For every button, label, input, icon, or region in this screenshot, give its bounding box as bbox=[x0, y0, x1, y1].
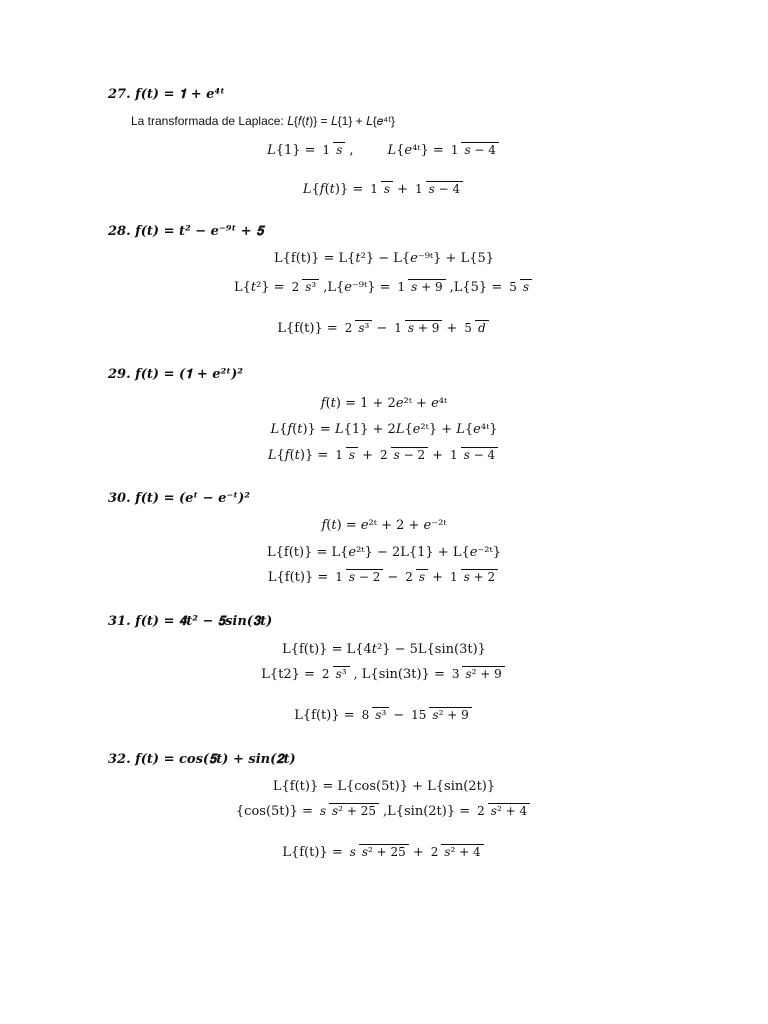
fraction-numerator: 1 bbox=[335, 570, 343, 584]
fraction-numerator: 1 bbox=[450, 448, 458, 462]
equation-text: , bbox=[349, 143, 354, 158]
equation-line bbox=[0, 251, 768, 266]
fraction-numerator: 1 bbox=[450, 570, 458, 584]
fraction bbox=[342, 321, 373, 336]
fraction bbox=[447, 448, 498, 463]
equation-text: L{𝑡²} = bbox=[233, 280, 285, 295]
fraction-numerator: 𝑠 bbox=[319, 804, 327, 818]
fraction bbox=[320, 143, 346, 158]
problem-27-intro: La transformada de Laplace: 𝐿{𝑓(𝑡)} = 𝐿{1} + 𝐿{𝑒⁴ᵗ} bbox=[131, 114, 395, 128]
fraction-numerator: 2 bbox=[477, 804, 485, 818]
fraction bbox=[317, 804, 379, 819]
equation-line bbox=[0, 708, 768, 723]
fraction-numerator: 2 bbox=[430, 845, 439, 859]
equation-text: L{f(t)} = L{cos(5t)} + L{sin(2t)} bbox=[272, 779, 496, 794]
equation-text: 𝐿{𝑓(𝑡)} = bbox=[302, 182, 364, 197]
equation-text: L{f(t)} = L{𝑒²ᵗ} − 2L{1} + L{𝑒⁻²ᵗ} bbox=[267, 545, 501, 560]
equation-line bbox=[0, 642, 768, 657]
equation-text: L{t2} = bbox=[261, 667, 315, 682]
fraction-numerator: 2 bbox=[379, 448, 388, 462]
fraction-denominator: 𝑠 − 4 bbox=[461, 447, 498, 462]
fraction-numerator: 2 bbox=[291, 280, 300, 294]
equation-line bbox=[0, 804, 768, 819]
fraction-numerator: 15 bbox=[411, 708, 427, 722]
fraction-denominator: 𝑠² + 9 bbox=[429, 707, 471, 722]
fraction bbox=[506, 280, 532, 295]
equation-text: L{f(t)} = bbox=[267, 570, 329, 585]
problem-29-heading: 29. 𝒇(𝒕) = (𝟏 + 𝒆²ᵗ)² bbox=[108, 367, 243, 382]
fraction-numerator: 3 bbox=[451, 667, 460, 681]
equation-text: 𝐿{𝑒⁴ᵗ} = bbox=[387, 143, 444, 158]
equation-line bbox=[0, 280, 768, 295]
problem-30-heading: 30. 𝒇(𝒕) = (𝒆ᵗ − 𝒆⁻ᵗ)² bbox=[108, 491, 250, 506]
problem-31-heading: 31. 𝒇(𝒕) = 𝟒𝒕² − 𝟓𝒔𝒊𝒏(𝟑𝒕) bbox=[108, 614, 273, 629]
equation-line bbox=[0, 570, 768, 585]
problem-27-heading: 27. 𝒇(𝒕) = 𝟏 + 𝒆⁴ᵗ bbox=[108, 87, 225, 102]
fraction-denominator: 𝑠 − 4 bbox=[461, 142, 498, 157]
equation-text: ,L{5} = bbox=[449, 280, 503, 295]
equation-text: L{f(t)} = L{𝑡²} − L{𝑒⁻⁹ᵗ} + L{5} bbox=[273, 251, 495, 266]
fraction-numerator: 5 bbox=[464, 321, 472, 335]
fraction bbox=[448, 143, 499, 158]
equation-text: 𝐿{𝑓(𝑡)} = bbox=[267, 448, 329, 463]
equation-line bbox=[0, 779, 768, 794]
equation-line bbox=[0, 518, 768, 533]
equation-text: + bbox=[412, 845, 424, 860]
fraction-denominator: 𝑠 − 4 bbox=[426, 181, 463, 196]
equation-line bbox=[0, 845, 768, 860]
equation-text: + bbox=[397, 182, 408, 197]
fraction-numerator: 1 bbox=[414, 182, 423, 196]
fraction-denominator: 𝑠³ bbox=[355, 320, 372, 335]
equation-text: 𝐿{𝑓(𝑡)} = 𝐿{1} + 2𝐿{𝑒²ᵗ} + 𝐿{𝑒⁴ᵗ} bbox=[270, 422, 498, 437]
fraction-denominator: 𝑠 bbox=[346, 447, 358, 462]
fraction-numerator: 1 bbox=[335, 448, 343, 462]
fraction-denominator: 𝑠 − 2 bbox=[391, 447, 428, 462]
equation-line bbox=[0, 422, 768, 437]
fraction-denominator: 𝑠² + 25 bbox=[359, 844, 409, 859]
equation-text: 𝑓(𝑡) = 1 + 2𝑒²ᵗ + 𝑒⁴ᵗ bbox=[320, 396, 448, 411]
fraction bbox=[391, 321, 442, 336]
fraction-numerator: 5 bbox=[509, 280, 517, 294]
fraction-numerator: 8 bbox=[361, 708, 370, 722]
problem-28-heading: 28. 𝒇(𝒕) = 𝒕² − 𝒆⁻⁹ᵗ + 𝟓 bbox=[108, 224, 264, 239]
fraction-numerator: 2 bbox=[344, 321, 353, 335]
fraction bbox=[428, 845, 484, 860]
equation-text: − bbox=[376, 321, 388, 336]
fraction-denominator: 𝑠³ bbox=[333, 666, 350, 681]
fraction-denominator: 𝑠 bbox=[416, 569, 428, 584]
fraction-numerator: 2 bbox=[405, 570, 413, 584]
fraction-numerator: 1 bbox=[394, 321, 402, 335]
fraction-numerator: 1 bbox=[450, 143, 459, 157]
fraction-denominator: 𝑠 bbox=[333, 142, 345, 157]
equation-text: + bbox=[432, 448, 443, 463]
equation-text: L{f(t)} = bbox=[282, 845, 343, 860]
equation-line bbox=[0, 448, 768, 463]
equation-text: L{f(t)} = L{4𝑡²} − 5L{sin(3t)} bbox=[282, 642, 486, 657]
fraction bbox=[319, 667, 350, 682]
fraction bbox=[449, 667, 505, 682]
fraction-denominator: 𝑠 + 9 bbox=[405, 320, 442, 335]
equation-text: − bbox=[393, 708, 405, 723]
fraction-numerator: 2 bbox=[321, 667, 330, 681]
equation-line bbox=[0, 667, 768, 682]
equation-line bbox=[0, 143, 768, 158]
fraction-denominator: 𝑠 − 2 bbox=[346, 569, 383, 584]
fraction bbox=[359, 708, 390, 723]
equation-text: ,L{sin(2t)} = bbox=[382, 804, 471, 819]
fraction-numerator: 1 bbox=[370, 182, 378, 196]
fraction bbox=[447, 570, 498, 585]
equation-text: + bbox=[446, 321, 458, 336]
fraction-denominator: 𝑠 + 2 bbox=[461, 569, 498, 584]
fraction-denominator: 𝑠 bbox=[381, 181, 393, 196]
equation-text: ,L{𝑒⁻⁹ᵗ} = bbox=[323, 280, 391, 295]
fraction-numerator: 1 bbox=[397, 280, 406, 294]
equation-text: 𝐿{1} = bbox=[267, 143, 316, 158]
fraction-denominator: 𝑑 bbox=[475, 320, 489, 335]
fraction bbox=[347, 845, 409, 860]
fraction bbox=[408, 708, 472, 723]
fraction-denominator: 𝑠³ bbox=[302, 279, 319, 294]
fraction-numerator: 1 bbox=[322, 143, 331, 157]
fraction-numerator: 𝑠 bbox=[349, 845, 356, 859]
equation-text: L{f(t)} = bbox=[277, 321, 338, 336]
fraction-denominator: 𝑠 + 9 bbox=[408, 279, 445, 294]
equation-text: 𝑓(𝑡) = 𝑒²ᵗ + 2 + 𝑒⁻²ᵗ bbox=[321, 518, 447, 533]
fraction-denominator: 𝑠² + 25 bbox=[329, 803, 379, 818]
fraction bbox=[367, 182, 393, 197]
equation-line bbox=[0, 396, 768, 411]
equation-text: + bbox=[362, 448, 373, 463]
fraction bbox=[395, 280, 446, 295]
problem-32-heading: 32. 𝒇(𝒕) = 𝒄𝒐𝒔(𝟓𝒕) + 𝒔𝒊𝒏(𝟐𝒕) bbox=[108, 752, 296, 767]
fraction bbox=[402, 570, 428, 585]
equation-text: {cos(5t)} = bbox=[235, 804, 313, 819]
fraction bbox=[289, 280, 320, 295]
fraction bbox=[332, 570, 383, 585]
fraction-denominator: 𝑠³ bbox=[372, 707, 389, 722]
equation-line bbox=[0, 182, 768, 197]
fraction-denominator: 𝑠² + 9 bbox=[462, 666, 504, 681]
equation-text: + bbox=[432, 570, 443, 585]
fraction bbox=[474, 804, 530, 819]
fraction bbox=[377, 448, 428, 463]
fraction-denominator: 𝑠 bbox=[520, 279, 532, 294]
equation-line bbox=[0, 545, 768, 560]
fraction bbox=[332, 448, 358, 463]
equation-line bbox=[0, 321, 768, 336]
fraction bbox=[412, 182, 463, 197]
fraction-denominator: 𝑠² + 4 bbox=[488, 803, 530, 818]
fraction bbox=[461, 321, 488, 336]
equation-text: − bbox=[387, 570, 399, 585]
equation-text: , L{sin(3t)} = bbox=[353, 667, 445, 682]
fraction-denominator: 𝑠² + 4 bbox=[441, 844, 483, 859]
equation-text: L{f(t)} = bbox=[294, 708, 355, 723]
